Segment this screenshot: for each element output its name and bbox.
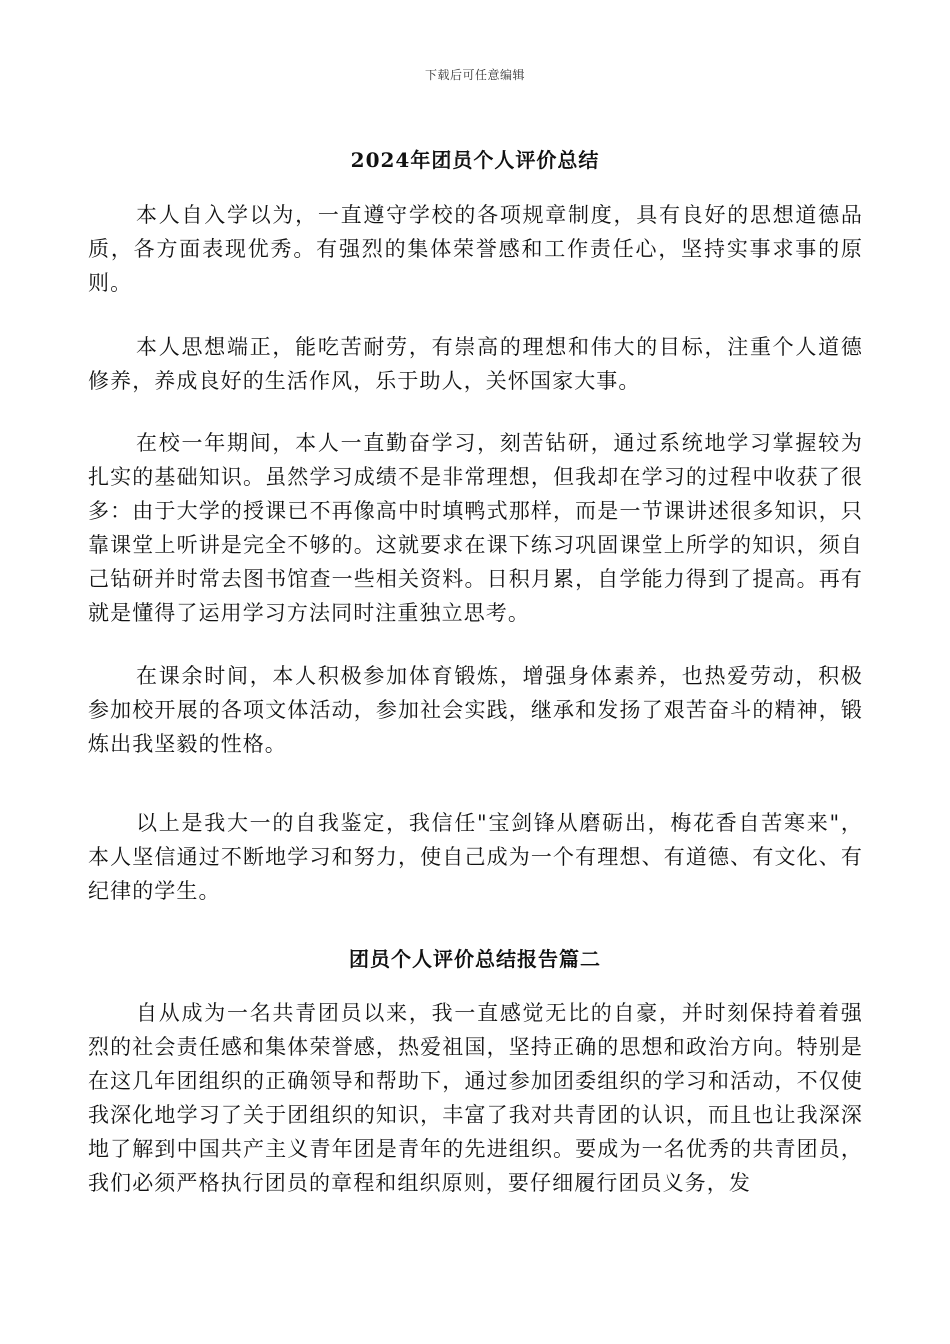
paragraph: 以上是我大一的自我鉴定，我信任"宝剑锋从磨砺出，梅花香自苦寒来"，本人坚信通过不断地学习和努力，使自己成为一个有理想、有道德、有文化、有纪律的学生。 [88, 811, 863, 903]
paragraph: 在课余时间，本人积极参加体育锻炼，增强身体素养，也热爱劳动，积极参加校开展的各项文体活动，参加社会实践，继承和发扬了艰苦奋斗的精神，锻炼出我坚毅的性格。 [88, 664, 863, 756]
page-title: 2024年团员个人评价总结 [350, 148, 600, 172]
header-note: 下载后可任意编辑 [424, 68, 525, 82]
paragraph: 本人思想端正，能吃苦耐劳，有崇高的理想和伟大的目标，注重个人道德修养，养成良好的生活作风，乐于助人，关怀国家大事。 [88, 335, 863, 393]
paragraph: 本人自入学以为，一直遵守学校的各项规章制度，具有良好的思想道德品质，各方面表现优秀。有强烈的集体荣誉感和工作责任心，坚持实事求事的原则。 [88, 203, 863, 295]
paragraph: 自从成为一名共青团员以来，我一直感觉无比的自豪，并时刻保持着着强烈的社会责任感和集体荣誉感，热爱祖国，坚持正确的思想和政治方向。特别是在这几年团组织的正确领导和帮助下，通过参加团委组织的学习和活动，不仅使我深化地学习了关于团组织的知识，丰富了我对共青团的认识，而且也让我深深地了解到中国共产主义青年团是青年的先进组织。要成为一名优秀的共青团员，我们必须严格执行团员的章程和组织原则，要仔细履行团员义务，发 [88, 1001, 863, 1195]
section-title: 团员个人评价总结报告篇二 [349, 947, 601, 971]
paragraph: 在校一年期间，本人一直勤奋学习，刻苦钻研，通过系统地学习掌握较为扎实的基础知识。虽然学习成绩不是非常理想，但我却在学习的过程中收获了很多：由于大学的授课已不再像高中时填鸭式那样，而是一节课讲述很多知识，只靠课堂上听讲是完全不够的。这就要求在课下练习巩固课堂上所学的知识，须自己钻研并时常去图书馆查一些相关资料。日积月累，自学能力得到了提高。再有就是懂得了运用学习方法同时注重独立思考。 [88, 431, 863, 625]
